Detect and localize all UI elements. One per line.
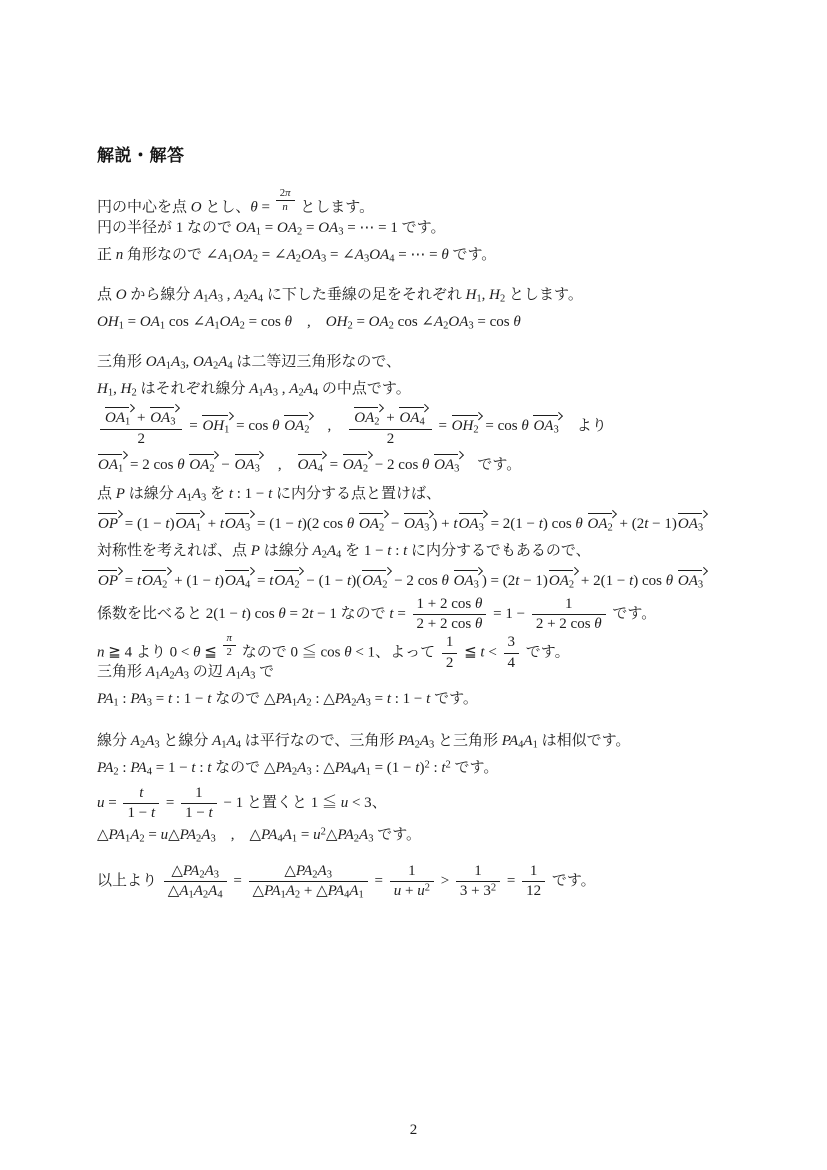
math-line: n ≧ 4 より 0 < θ ≦ $\frac{\pi}{2}$ なので 0 ≦ cos θ < 1、よって $\frac{1}{2}$ ≦ t < $\frac{3}{4}$ です。 [97,632,570,671]
paragraph [97,481,706,671]
paragraph [97,728,630,782]
math-line: 三角形 $OA_1A_3$, $OA_2A_4$ は二等辺三角形なので、 [97,354,402,372]
vector-overline: $OA_2$ [353,405,382,427]
math-line: OP = $(1 - t)OA_1 + tOA_3 = (1 - t)(2$ cos θ $OA_2 - OA_3$ ) + tOA$_3$ = 2(1 − t) cos θ $OA_2 + (2t - 1)OA_3$ [97,508,706,538]
paragraph [97,784,421,849]
vector-overline: OP [97,568,121,590]
fraction: $\frac{t}{1 - t}$ [123,785,159,823]
math-line: $\frac{OA_1 + OA_3}{2}$ = $OH_1 = \cos \theta$ $OA_2$ , $\frac{OA_2 + OA_4}{2}$ = $OH_2 = \cos \theta$ $OA_3$ より [97,403,607,449]
fraction: $\frac{1}{3 + 3^2}$ [456,863,500,901]
vector-overline: $OA_2$ [188,452,217,474]
fraction: $\frac{1}{u + u^2}$ [390,863,434,901]
vector-overline: OP [97,511,121,533]
fraction: $\frac{3}{4}$ [504,634,520,672]
paragraph [97,862,596,900]
page-heading: 解説・解答 [97,146,185,165]
vector-overline: $OA_2$ [273,568,302,590]
vector-overline: $OA_3$ [149,405,178,427]
vector-overline: $OA_4$ [224,568,253,590]
fraction: $\frac{\triangle PA_2A_3}{\triangle A_1A_2A_4}$ [164,863,227,901]
math-line: u = $\frac{t}{1 - t}$ = $\frac{1}{1 - t}$ − 1 と置くと 1 ≦ u < 3、 [97,784,387,822]
fraction: $\frac{\text{1 + 2 cos θ}}{\text{2 + 2 cos θ}}$ [413,596,487,634]
page-number: 2 [409,1122,418,1138]
vector-overline: $OA_3$ [677,568,706,590]
fraction: $\frac{1}{12}$ [522,863,545,901]
fraction: $\frac{\triangle PA_2A_3}{\triangle PA_1A_2 + \triangle PA_4A_1}$ [249,863,368,901]
math-line: 正 n 角形なので $\angle A_1OA_2$ = $\angle A_2OA_3$ = $\angle A_3OA_4$ = ⋯ = θ です。 [97,247,497,265]
vector-overline: $OA_1$ [104,405,133,427]
fraction: $\frac{\pi}{2}$ [223,633,236,659]
vector-overline: $OA_2$ [587,511,616,533]
vector-overline: $OA_3$ [224,511,253,533]
paragraph [97,188,496,269]
vector-overline: $OA_3$ [532,413,561,435]
math-line: $PA_1$ : $PA_3 = t$ : 1 − t なので $\triangle PA_1A_2$ : $\triangle PA_2A_3 = t$ : 1 − t です。 [97,691,478,709]
vector-overline: $OA_2$ [342,452,371,474]
math-line: $OA_1 = 2$ cos θ $OA_2 - OA_3$ , $OA_4 = OA_2 - 2$ cos θ $OA_3$ です。 [97,449,607,479]
math-line: 点 O から線分 $A_1A_3$ , $A_2A_4$ に下した垂線の足をそれぞれ $H_1$, $H_2$ とします。 [97,287,583,305]
math-line: $\triangle PA_1A_2$ = $u\triangle PA_2A_3$ , $\triangle PA_4A_1$ = $u^2\triangle PA_2A_3$ です。 [97,826,422,845]
paragraph [97,659,478,713]
math-line: 以上より $\frac{\triangle PA_2A_3}{\triangle A_1A_2A_4}$ = $\frac{\triangle PA_2A_3}{\triangle PA_1A_2 + \triangle PA_4A_1}$ = $\frac{1}{u + u^2}$ > $\frac{1}{3 + 3^2}$ = $\frac{1}{12}$ です。 [97,862,596,901]
math-line: 係数を比べると 2(1 − t) cos θ = 2t − 1 なので t = $\frac{\text{1 + 2 cos θ}}{\text{2 + 2 cos θ}}$ = 1 − $\frac{1}{\text{2 + 2 cos θ}}$ です。 [97,595,657,633]
vector-overline: $OA_1$ [97,452,126,474]
fraction: $\frac{OA_2 + OA_4}{2}$ [349,405,431,448]
fraction: $\frac{1}{\text{2 + 2 cos θ}}$ [532,596,606,634]
vector-overline: $OA_4$ [398,405,427,427]
math-line: 円の半径が 1 なので $OA_1 = OA_2 = OA_3$ = ⋯ = 1 です。 [97,220,446,238]
math-line: 円の中心を点 O とし、θ = $\frac{2\pi}{n}$ とします。 [97,187,375,216]
math-line: 線分 $A_2A_3$ と線分 $A_1A_4$ は平行なので、三角形 $PA_2A_3$ と三角形 $PA_4A_1$ は相似です。 [97,733,631,751]
math-line: $H_1$, $H_2$ はそれぞれ線分 $A_1A_3$ , $A_2A_4$ の中点です。 [97,381,411,399]
vector-overline: $OA_3$ [403,511,432,533]
vector-overline: $OA_2$ [361,568,390,590]
vector-overline: $OA_3$ [234,452,263,474]
vector-overline: $OA_2$ [358,511,387,533]
paragraph [97,349,607,479]
vector-overline: $OA_2$ [283,413,312,435]
vector-overline: $OA_2$ [141,568,170,590]
fraction: $\frac{2\pi}{n}$ [276,188,295,214]
math-line: 点 P は線分 $A_1A_3$ を t : 1 − t に内分する点と置けば、 [97,486,442,504]
vector-overline: $OA_3$ [433,452,462,474]
vector-overline: $OA_1$ [175,511,204,533]
solution-content [97,0,813,1170]
vector-overline: $OA_3$ [458,511,487,533]
math-line: $PA_2$ : $PA_4 = 1 - t$ : t なので $\triangle PA_2A_3$ : $\triangle PA_4A_1 = (1 - t)^2$ : $t^2$ です。 [97,759,499,778]
vector-overline: $OA_2$ [548,568,577,590]
fraction: $\frac{1}{2}$ [442,634,458,672]
vector-overline: $OA_3$ [453,568,482,590]
vector-overline: $OH_2$ [451,413,482,435]
math-line: OP = $tOA_2 + (1 - t)OA_4 = tOA_2 - (1 - t)(OA_2 - 2$ cos θ $OA_3$ ) = $(2t - 1)OA_2 + 2(1 - t)$ cos θ $OA_3$ [97,565,706,595]
fraction: $\frac{1}{1 - t}$ [181,785,217,823]
math-line: 対称性を考えれば、点 P は線分 $A_2A_4$ を 1 − t : t に内分するでもあるので、 [97,543,591,561]
math-line: 三角形 $A_1A_2A_3$ の辺 $A_1A_3$ で [97,664,275,682]
vector-overline: $OA_3$ [677,511,706,533]
vector-overline: $OA_4$ [297,452,326,474]
vector-overline: $OH_1$ [201,413,232,435]
paragraph [97,282,583,336]
fraction: $\frac{OA_1 + OA_3}{2}$ [100,405,182,448]
math-line: $OH_1 = OA_1$ $\cos \angle A_1OA_2 = \cos \theta$ , $OH_2 = OA_2$ $\cos \angle A_2OA_3 = \cos \theta$ [97,314,521,332]
